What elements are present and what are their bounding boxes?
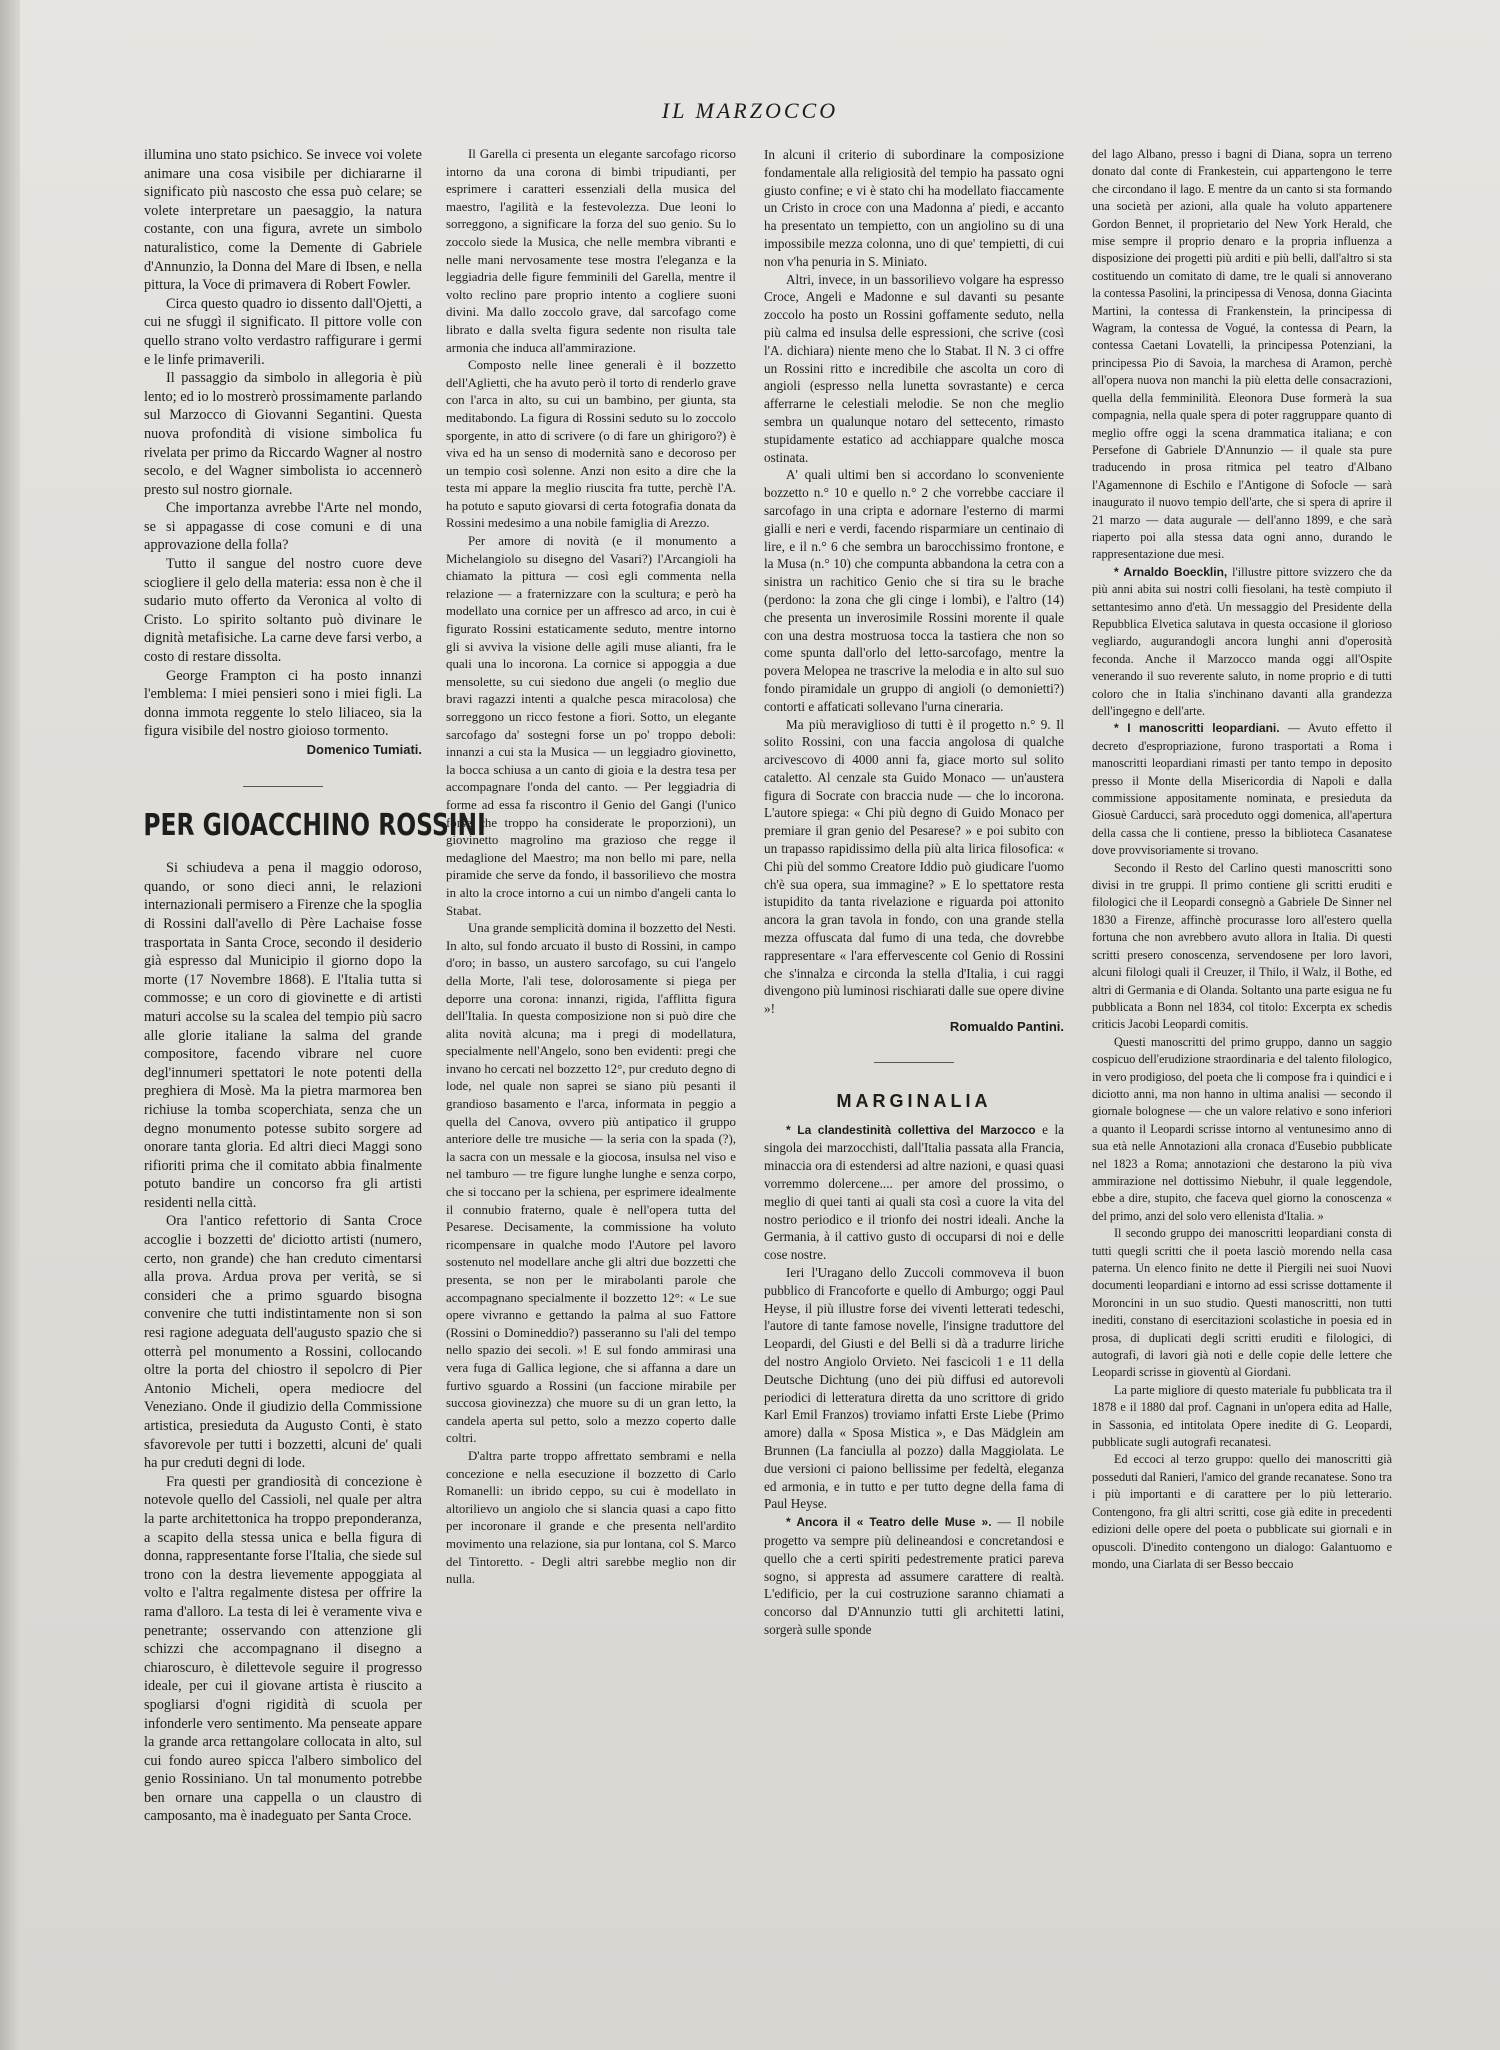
paragraph: Il passaggio da simbolo in allegoria è più lento; ed io lo mostrerò prossimamente parlando sul Marzocco di Giovanni Segantini. Questa nuova profondità di visione simbolica fu rivelata per primo da Riccardo Wagner al nostro secolo, e del Wagner simbolista io accennerò presto sul nostro giornale. — [144, 370, 422, 498]
marginalia-text: La parte migliore di questo materiale fu pubblicata tra il 1878 e il 1880 dal prof. Cagnani in un'opera edita ad Halle, in Sassonia, ed intitolata Opere inedite di G. Leopardi, pubblicate sugli autografi recanatesi. — [1092, 1382, 1392, 1450]
marginalia-lead: * I manoscritti leopardiani. — [1114, 721, 1280, 736]
paragraph: Fra questi per grandiosità di concezione è notevole quello del Cassioli, nel quale per altra la parte architettonica ha troppo preponderanza, a scapito della stessa unica e bella figura di donna, rappresentante forse l'Italia, che siede sul trono con la destra lievemente appoggiata al volto e l'altra regalmente distesa per offrire la rama d'alloro. La testa di lei è veramente viva e penetrante; osservando con attenzione gli schizzi che accompagnano il disegno a chiaroscuro, è dilettevole seguire il progresso ideale, per cui il giovane artista è riuscito a spogliarsi d'ogni rigidità di scuola per infonderle vero sentimento. Ma penseate appare la grande arca rettangolare collocata in alto, sul cui fondo aureo spicca l'albero simbolico del genio Rossiniano. Un tal monumento potrebbe ben ornare una cappella o un claustro di camposanto, ma è inadeguato per Santa Croce. — [144, 1473, 422, 1825]
page-header: IL MARZOCCO — [661, 98, 839, 123]
marginalia-text: del lago Albano, presso i bagni di Diana, sopra un terreno donato dal conte di Frankestein, cui appartengono le terre che circondano il lago. E mentre da un canto si sta formando una società per azioni, alla quale ha voluto appartenere Gordon Bennet, il proprietario del New York Herald, che mise sempre il proprio denaro e la propria influenza a disposizione dei progetti più arditi e più belli, dall'altro si sta costituendo un comitato di dame, tre le quali si annoverano la contessa Pasolini, la principessa di Venosa, donna Giacinta Martini, la contessa di Frankenstein, la principessa di Wagram, la contessa de Vogué, la contessa di Pearn, la contessa Caetani Lovatelli, la principessa Potenziani, la principessa Pio di Savoia, la marchesa di Aramon, perchè all'opera nuova non manchi la più eletta delle consacrazioni, quella della femminilità. Eleonora Duse formerà la sua compagnia, nella quale spera di poter raggruppare quanto di meglio offre oggi la scena drammatica italiana; e con Persefone di Gabriele D'Annunzio — il quale sta pure traducendo in prosa ritmica pel teatro d'Albano l'Agamennone di Eschilo e l'Antigone di Sofocle — sarà inaugurato il nuovo tempio dell'arte, che si spera di aprire il 21 marzo — data augurale — dell'anno 1899, e che sarà riaperto poi alla stessa data ogni anno, durando le rappresentazione due mesi. — [1092, 147, 1392, 562]
divider — [243, 786, 323, 787]
paragraph: Altri, invece, in un bassorilievo volgare ha espresso Croce, Angeli e Madonne e sul davanti su pesante zoccolo ha posto un Rossini goffamente seduto, nella più calma ed insulsa delle espressioni, che scrive (così l'A. dichiara) niente meno che lo Stabat. Il N. 3 ci offre un Rossini ritto e incredibile che ascolta un coro di angioli (espresso nella lunetta sovrastante) e cerca afferrarne le celestiali melodie. Se non che meglio sembra un qualunque notaro del settecento, rimasto stupidamente estatico ad acchiappare qualche mosca ostinata. — [764, 271, 1064, 465]
marginalia-item — [1092, 564, 1392, 721]
marginalia-item — [764, 1264, 1064, 1513]
author-signature: Domenico Tumiati. — [306, 742, 422, 757]
marginalia-text: Ed eccoci al terzo gruppo: quello dei manoscritti già posseduti dal Ranieri, l'amico del grande recanatese. Sono tra i più importanti e di carattere per lo più letterario. Contengono, fra gli altri scritti, cose già edite in precedenti edizioni delle opere del poeta o pubblicate sui giornali e in opuscoli. D'inedito contengono un dialogo: Galantuomo e mondo, una Ciarlata di ser Besso beccaio — [1092, 1452, 1392, 1571]
marginalia-text: — Avuto effetto il decreto d'espropriazione, furono trasportati a Roma i manoscritti leopardiani rimasti per tanto tempo in deposito presso il Monte della Misericordia di Napoli e dalla commissione appositamente nominata, e presieduta da Giosuè Carducci, sarà proceduto oggi domenica, all'apertura della cassa che li contiene, presso la biblioteca Casanatese dove provvisoriamente si trovano. — [1092, 721, 1392, 858]
marginalia-text: e la singola dei marzocchisti, dall'Italia passata alla Francia, minaccia ora di estendersi ad altre nazioni, e quasi quasi vorremmo dolercene.... per amore del prossimo, o meglio di quei tanti ai quali sta così a cuore la vita del nostro periodico e il trionfo dei nostri ideali. Anche la Germania, à il cattivo gusto di occuparsi di noi e delle cose nostre. — [764, 1121, 1065, 1263]
marginalia-lead: * La clandestinità collettiva del Marzocco — [786, 1122, 1036, 1137]
marginalia-text: Questi manoscritti del primo gruppo, danno un saggio cospicuo dell'erudizione straordinaria e del talento filologico, in vero prodigioso, del poeta che li compose fra i quindici e i diciotto anni, ma non hanno in ultima analisi — secondo il giornale bolognese — che un valore relativo e sono inferiori a quanto il Leopardi scrisse intorno al ventunesimo anno di sua età nelle Annotazioni alla cronaca d'Eusebio pubblicate nel 1823 a Roma; annotazioni che destarono la più viva ammirazione nel dottissimo Niebuhr, il quale leggendole, ebbe a dire, stupito, che faceva quel giorno la conoscenza « del primo, anzi del solo vero ellenista d'Italia. » — [1092, 1034, 1392, 1223]
marginalia-text: — Il nobile progetto va sempre più delineandosi e concretandosi e quello che a certi spiriti pedestremente pratici pareva sogno, si appresta ad assumere carattere di realtà. L'edificio, per la cui costruzione saranno chiamati a concorso dal D'Annunzio tutti gli architetti latini, sorgerà sulle sponde — [764, 1514, 1064, 1637]
paragraph: Il Garella ci presenta un elegante sarcofago ricorso intorno da una corona di bimbi tripudianti, per esprimere i caratteri essenziali della musica del maestro, l'agilità e la festevolezza. Due leoni lo sorreggono, a significare la forza del suo genio. Su lo zoccolo siede la Musica, che nelle membra vibranti e nelle mani nervosamente tese mostra l'eleganza e la leggiadria delle figure femminili del Garella, mentre il volto reclino pare proprio intento a cogliere suoni divini. Ma dallo zoccolo grave, dal sarcofago come librato e dalla svelta figura sedente non risulta tale armonia che induca all'ammirazione. — [446, 147, 736, 355]
paragraph: Una grande semplicità domina il bozzetto del Nesti. In alto, sul fondo arcuato il busto di Rossini, in campo d'oro; in basso, un austero sarcofago, su cui l'angelo della Morte, l'ali tese, dolorosamente si piega per deporre una corona: innanzi, rigida, l'afflitta figura dell'Italia. In questa composizione non si può dire che alita novità alcuna; ma i pregi di modellatura, specialmente nell'Angelo, sono ben evidenti: pregi che invano ho cercati nel bozzetto 12°, pur creduto degno di lode, nel quale non saprei se siano più pesanti il grandioso basamento e l'arca, informata in peggio a quella del Canova, ovvero più antipatico il gruppo anteriore delle tre musiche — la seria con la spada (?), la sacra con un messale e la giocosa, insulsa nel viso e nel tamburo — tre figure lunghe lunghe e senza corpo, che si toccano per la schiena, per esprimere idealmente il connubio fraterno, quale è nell'opera tutta del Pesarese. Decisamente, la commissione ha voluto ricompensare in qualche modo l'Autore pel lavoro sostenuto nel modellare anche gli altri due bozzetti che presenta, se non per le mirabolanti parole che accompagnano specialmente il bozzetto 12°: « Le sue opere vivranno e gettando la palma al suo Fattore (Rossini o Domineddio?) passeranno su l'ali del tempo nello spazio dei secoli. »! E sul fondo ammirasi una vera fuga di Gallica legione, che si affanna a dare un furtivo sguardo a Rossini (un faccione mirabile per succosa giovinezza) che muore su di un gran letto, la candela aperta sul petto, solo a mezzo coperto dalle coltri. — [446, 921, 736, 1446]
article-headline: PER GIOACCHINO ROSSINI — [143, 807, 486, 843]
paragraph: Composto nelle linee generali è il bozzetto dell'Aglietti, che ha avuto però il torto di renderlo grave con l'arca in alto, su cui un bambino, per giunta, sta meditabondo. La figura di Rossini seduto su lo zoccolo sporgente, in atto di scrivere (o di fare un ghirigoro?) è viva ed ha un senso di modernità sano e decoroso per un tempio così solenne. Anzi non esito a dire che la testa mi appare la meglio riuscita fra tutte, perchè l'A. ha potuto e saputo giovarsi di certa fotografia donata da Rossini medesimo a una nobile famiglia di Arezzo. — [446, 358, 736, 531]
divider — [874, 1062, 954, 1063]
section-title: MARGINALIA — [836, 1090, 992, 1111]
paragraph: A' quali ultimi ben si accordano lo sconveniente bozzetto n.° 10 e quello n.° 2 che vorrebbe cacciare il sarcofago in una cripta e adornare l'esterno di marmi gialli e neri e verdi, facendo risparmiare un centinaio di lire, e il n.° 6 che sembra un barocchissimo frontone, e la Musa (n.° 10) che compunta abbandona la cetra con a sinistra un rachitico Genio che si tira su le brache (perdono: la zona che gli cinge i lombi), e l'altro (14) che presenta un inverosimile Rossini morente il quale con una destra mostruosa tocca la tastiera che non so come spunta dall'orlo del letto-sarcofago, mentre la povera Melopea ne trascrive la melodia e in alto sul suo fondo piramidale un gruppo di angioli (o demonietti?) contorti e affaticati sollevano l'urna cineraria. — [764, 467, 1064, 714]
marginalia-item — [1092, 1382, 1392, 1452]
column-4 — [1092, 146, 1392, 1573]
marginalia-item — [1092, 146, 1392, 564]
column-3 — [764, 146, 1064, 1639]
marginalia-item — [1092, 860, 1392, 1034]
paragraph: Ma più meraviglioso di tutti è il progetto n.° 9. Il solito Rossini, con una faccia angolosa di qualche arcivescovo di 4000 anni fa, giace morto sul solito cataletto. Al cenzale sta Guido Monaco — un'austera figura di Socrate con braccia nude — che lo incorona. L'autore spiega: « Chi più degno di Guido Monaco per premiare il gran genio del Pesarese? » e poi subito con un trapasso rapidissimo della più alta lirica filosofica: « Chi più del sommo Creatore Iddio può giudicare l'uomo ch'è sua opera, sua immagine? » E lo spettatore resta istupidito da tanta rivelazione e riguarda poi attonito ancora la gran tavola in fondo, con una grande stella mezza offuscata dal fumo di una teda, che dovrebbe rappresentare « l'ara effervescente col Genio di Rossini che s'innalza e circonda la stella d'Italia, i cui raggi divengono più luminosi rischiarati dalle sue opere divine »! — [764, 716, 1064, 1017]
paragraph: Ora l'antico refettorio di Santa Croce accoglie i bozzetti de' diciotto artisti (numero, certo, non grande) che han creduto cimentarsi alla prova. Ardua prova per verità, se si consideri che a primo sguardo bisogna convenire che tutti indistintamente non si son resi ragione adeguata dell'augusto spazio che si otterrà pel monumento a Rossini, collocando oltre la porta del chiostro il sepolcro di Pier Antonio Micheli, opera mediocre del Veneziano. Onde il giudizio della Commissione artistica, presieduta da Augusto Conti, è stato sfavorevole per tutti i bozzetti, alcuni de' quali ha pur creduti degni di lode. — [144, 1213, 422, 1472]
marginalia-text: l'illustre pittore svizzero che da più anni abita sui nostri colli fiesolani, ha testè compiuto il settantesimo anno d'età. Un messaggio del Presidente della Repubblica Elvetica salutava in questa occasione il glorioso vegliardo, augurandogli ancora lunghi anni d'operosità feconda. Anche il Marzocco manda oggi all'Ospite venerando il suo reverente saluto, in nome proprio e di tutti coloro che in Italia s'inchinano davanti alla grandezza dell'ingegno e dell'arte. — [1092, 564, 1393, 718]
marginalia-item — [1092, 1451, 1392, 1573]
marginalia-lead: * Arnaldo Boecklin, — [1114, 564, 1228, 579]
marginalia-item — [1092, 1225, 1392, 1382]
paragraph: D'altra parte troppo affrettato sembrami e nella concezione e nella esecuzione il bozzetto di Carlo Romanelli: un ibrido ceppo, su cui è modellato in altorilievo un angiolo che si slancia quasi a capo fitto per incoronare il grande e che presenta nell'ardito movimento una relazione, sia pur lontana, col S. Marco del Tintoretto. - Degli altri sarebbe meglio non dir nulla. — [446, 1448, 736, 1587]
marginalia-item — [764, 1121, 1064, 1264]
paragraph: illumina uno stato psichico. Se invece voi volete animare una cosa visibile per dichiararne il significato più nascosto che essa può celare; se volete interpretare un paesaggio, la natura costante, con una figura, avrete un simbolo naturalistico, come la Demente di Gabriele d'Annunzio, la Donna del Mare di Ibsen, e nella pittura, la Voce di primavera di Robert Fowler. — [144, 147, 422, 294]
marginalia-item — [1092, 720, 1392, 859]
paragraph: Si schiudeva a pena il maggio odoroso, quando, or sono dieci anni, le relazioni internazionali permisero a Firenze che la spoglia di Rossini dall'avello di Père Lachaise fosse trasportata in Santa Croce, secondo il desiderio già espresso dal Municipio il giorno dopo la morte (17 Novembre 1868). E l'Italia tutta si commosse; e un coro di giovinette e di artisti maturi accolse su la scalea del tempio più sacro alle glorie italiane la salma del grande compositore, facendo vibrare nel cuore degl'innumeri spettatori le note potenti della preghiera di Mosè. Ma la pietra marmorea ben richiuse la tomba scoperchiata, senza che un degno monumento potesse subito sorgere ad onorare tanta gloria. Ed altri dieci Maggi sono rifioriti prima che il comitato abbia finalmente potuto bandire un concorso fra gli artisti residenti nella città. — [144, 860, 422, 1211]
paragraph: Tutto il sangue del nostro cuore deve sciogliere il gelo della materia: essa non è che il sudario muto offerto da Veronica al volto di Cristo. Lo spirito soltanto può divinare le dignità metafisiche. La carne deve farsi verbo, a costo di restare dissolta. — [144, 556, 422, 666]
column-1 — [143, 146, 486, 1826]
paragraph: George Frampton ci ha posto innanzi l'emblema: I miei pensieri sono i miei figli. La donna immota reggente lo stelo liliaceo, sia la figura visibile del nostro gioioso tormento. — [144, 667, 422, 740]
paragraph: Che importanza avrebbe l'Arte nel mondo, se si appagasse di cose comuni e di una approvazione della folla? — [144, 500, 422, 554]
marginalia-text: Il secondo gruppo dei manoscritti leopardiani consta di tutti quegli scritti che il poeta lasciò morendo nella casa paterna. Un elenco finito ne dette il Piergili nei suoi Nuovi documenti leopardiani e intorno ad essi scrisse dottamente il Moroncini in un suo studio. Questi manoscritti, non tutti inediti, constano di esercitazioni scolastiche in poesia ed in prosa, di duplicati degli scritti eruditi e filologici, di autografi, di lavori già noti e delle copie delle lettere che Leopardi scrisse in gioventù al Giordani. — [1092, 1226, 1392, 1380]
marginalia-text: Secondo il Resto del Carlino questi manoscritti sono divisi in tre gruppi. Il primo contiene gli scritti eruditi e filologici che il Leopardi consegnò a Gabriele De Sinner nel 1830 a Firenze, affinchè procurasse loro all'estero quella fortuna che non avrebbero avuto allora in Italia. Di questi scritti presero conoscenza, servendosene per loro lavori, alcuni filologi quali il Creuzer, il Thilo, il Walz, il Bothe, ed altri di Germania e di Olanda. Soltanto una parte esigua ne fu pubblicata a Bonn nel 1834, col titolo: Excerpta ex schedis criticis Jacobi Leopardi comitis. — [1092, 860, 1392, 1032]
paragraph: Circa questo quadro io dissento dall'Ojetti, a cui ne sfuggì il significato. Il pittore volle con quello strano volto verdastro raffigurare i germi e le linfe primaverili. — [144, 295, 422, 368]
paragraph: Per amore di novità (e il monumento a Michelangiolo su disegno del Vasari?) l'Arcangioli ha chiamato la pittura — così egli commenta nella relazione — a fraternizzare con la scultura; e però ha modellato una cornice per un affresco ad arco, in cui è figurato Rossini estaticamente seduto, mentre intorno gli si avviva la visione delle agili muse alianti, fra le quali una lo incorona. La cornice si appoggia a due mensolette, su cui siedono due angeli (o meglio due bravi ragazzi intenti a qualche pesca miracolosa) che sorreggono un ricco festone a fiori. Sotto, un elegante sarcofago da' sostegni forse un po' troppo deboli: innanzi a cui sta la Musica — un leggiadro giovinetto, la bocca schiusa a un canto di gioia e la destra tesa per accompagnare l'onda del canto. — Per leggiadria di forme ad essa fa riscontro il Genio del Gangi (l'unico forse che troppo ha considerate le proporzioni), un giovinetto magrolino ma grazioso che regge il medaglione del Maestro; ma non bello mi pare, nella piramide che serve da fondo, il bassorilievo che mostra in alto la croce intorno a cui un nimbo d'angeli canta lo Stabat. — [446, 534, 736, 918]
marginalia-item — [764, 1513, 1064, 1639]
marginalia-item — [1092, 1034, 1392, 1225]
column-2 — [446, 146, 736, 1589]
scan-edge — [0, 0, 20, 2050]
marginalia-text: Ieri l'Uragano dello Zuccoli commoveva il buon pubblico di Francoforte e quello di Amburgo; oggi Paul Heyse, il più illustre forse dei viventi letterati tedeschi, l'autore di tante famose novelle, l'insigne traduttore del Leopardi, del Giusti e del Belli si dà a tradurre liriche del nostro Angiolo Orvieto. Nei fascicoli 1 e 11 della Deutsche Dichtung (uno dei più diffusi ed autorevoli periodici di letteratura diretta da uno scrittore di grido Karl Emil Franzos) troviamo infatti Erste Liebe (Primo amore) dalla « Sposa Mistica », e Das Mädglein am Brunnen (La fanciulla al pozzo) dalla Maggiolata. Le due versioni ci paiono bellissime per fedeltà, eleganza ed armonia, e in tutto e per tutto degne della fama di Paul Heyse. — [764, 1265, 1064, 1512]
marginalia-lead: * Ancora il « Teatro delle Muse ». — [786, 1515, 992, 1530]
author-signature: Romualdo Pantini. — [949, 1019, 1064, 1035]
paragraph: In alcuni il criterio di subordinare la composizione fondamentale alla religiosità del tempio ha passato ogni giusto confine; e vi è stato chi ha modellato fiaccamente un Cristo in croce con una Madonna a' piedi, e accanto ha presentato un tempietto, con un angiolino su di una impossibile mezza colonna, uno di que' tempietti, di cui non v'ha penuria in S. Miniato. — [764, 147, 1064, 269]
